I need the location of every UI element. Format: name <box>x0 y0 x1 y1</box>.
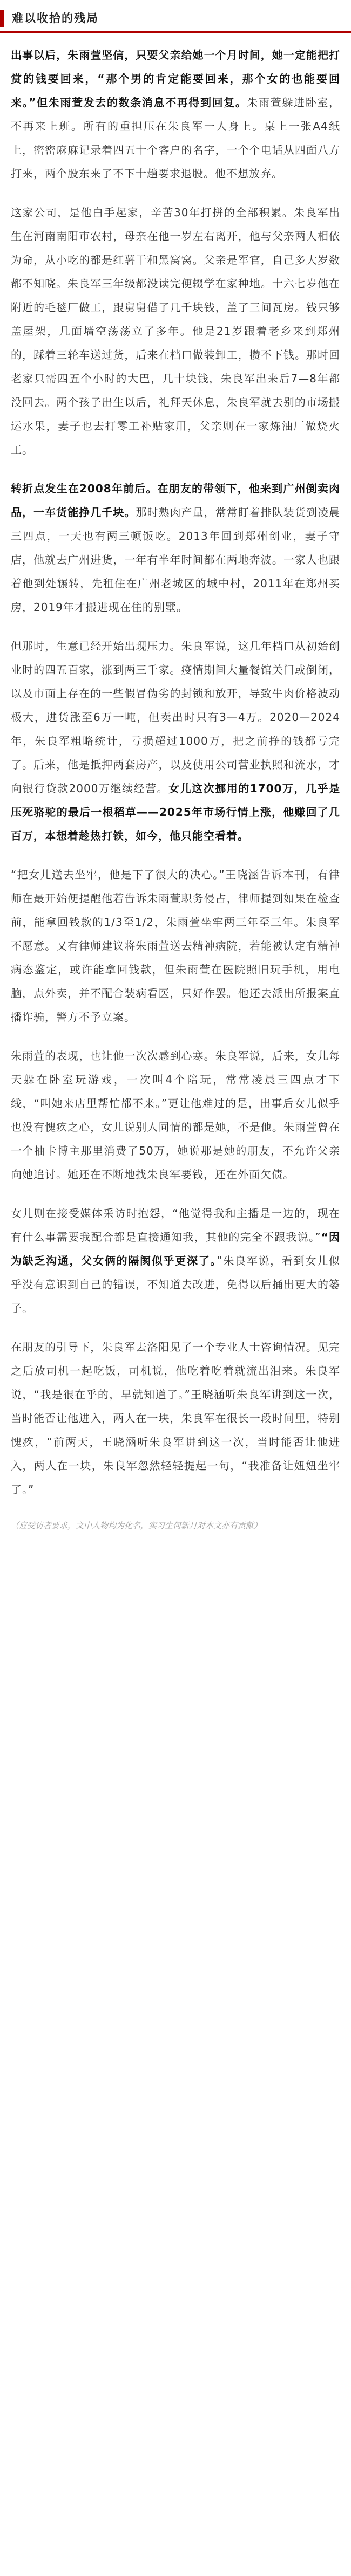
body-paragraph <box>11 201 340 462</box>
article-footnote: （应受访者要求，文中人物均为化名，实习生何新月对本文亦有贡献） <box>11 1521 262 1530</box>
body-paragraph <box>11 43 340 186</box>
paragraph-text: 朱雨萱躲进卧室，不再来上班。所有的重担压在朱良军一人身上。桌上一张A4纸上，密密麻麻记录着四五十个客户的名字，一个个电话从四面八方打来，两个股东来了不下十趟要求退股。他不想放弃。 <box>11 96 340 180</box>
paragraph-text: 女儿则在接受媒体采访时抱怨，“他觉得我和主播是一边的，现在有什么事需要我配合都是直接通知我，其他的完全不跟我说。” <box>11 1207 340 1244</box>
paragraph-text: 这家公司，是他白手起家，辛苦30年打拼的全部积累。朱良军出生在河南南阳市农村，母亲在他一岁左右离开，他与父亲两人相依为命，从小吃的都是红薯干和黑窝窝。父亲是军官，自己多大岁数都不知晓。朱良军三年级都没读完便辍学在家种地。十六七岁他在附近的毛毯厂做工，跟舅舅借了几千块钱，盖了三间瓦房。钱只够盖屋架，几面墙空荡荡立了多年。他是21岁跟着老乡来到郑州的，踩着三轮车送过货，后来在档口做装卸工，攒不下钱。那时回老家只需四五个小时的大巴，几十块钱，朱良军出来后7—8年都没回去。两个孩子出生以后，礼拜天休息，朱良军就去别的市场搬运水果，妻子也去打零工补贴家用，父亲则在一家炼油厂做烧火工。 <box>11 206 340 456</box>
header-divider <box>0 31 351 33</box>
paragraph-text: “把女儿送去坐牢，他是下了很大的决心。”王晓涵告诉本刊，有律师在最开始便提醒他若告诉朱雨萱职务侵占，律师提到如果在检查前，能拿回钱款的1/3至1/2，朱雨萱坐牢两三年至三年。朱良军不愿意。又有律师建议将朱雨萱送去精神病院，若能被认定有精神病态鉴定，或许能拿回钱款，但朱雨萱在医院照旧玩手机，用电脑，点外卖，并不配合装病看医，只好作罢。他还去派出所报案直播诈骗，警方不予立案。 <box>11 868 340 1023</box>
body-paragraph <box>11 1335 340 1501</box>
emphasized-text: 女儿这次挪用的1700万，几乎是压死骆驼的最后一根稻草——2025年市场行情上涨，他赚回了几百万，本想着趁热打铁，如今，他只能空看着。 <box>11 782 340 842</box>
body-paragraph <box>11 477 340 619</box>
paragraph-text: 在朋友的引导下，朱良军去洛阳见了一个专业人士咨询情况。见完之后放司机一起吃饭，司机说，他吃着吃着就流出泪来。朱良军说，“我是很在乎的，早就知道了。”王晓涵听朱良军讲到这一次，当时能否让他进入，两人在一块，朱良军在很长一段时间里，特别愧疚，“前两天，王晓涵听朱良军讲到这一次，当时能否让他进入，两人在一块，朱良军忽然轻轻提起一句，“我准备让妞妞坐牢了。” <box>11 1341 340 1496</box>
article-body <box>0 43 351 1501</box>
emphasized-text: 出事以后，朱雨萱坚信，只要父亲给她一个月时间，她一定能把打赏的钱要回来，“那个男的肯定能要回来，那个女的也能要回来。”但朱雨萱发去的数条消息不再得到回复。 <box>11 49 340 109</box>
header-accent-bar <box>0 10 4 27</box>
section-title: 难以收拾的残局 <box>12 12 99 25</box>
paragraph-text: 但那时，生意已经开始出现压力。朱良军说，这几年档口从初始创业时的四五百家，涨到两三千家。疫情期间大量餐馆关门或倒闭，以及市面上存在的一些假冒伪劣的封锁和放开，导致牛肉价格波动极大，进货涨至6万一吨，但卖出时只有3—4万。2020—2024年，朱良军粗略统计，亏损超过1000万，把之前挣的钱都亏完了。后来，他是抵押两套房产，以及使用公司营业执照和流水，才向银行贷款2000万继续经营。 <box>11 640 340 795</box>
paragraph-text: 朱雨萱的表现，也让他一次次感到心寒。朱良军说，后来，女儿每天躲在卧室玩游戏，一次叫4个陪玩，常常凌晨三四点才下线，“叫她来店里帮忙都不来。”更让他难过的是，出事后女儿似乎也没有愧疚之心，女儿说别人同情的都是她，不是他。朱雨萱曾在一个抽卡博主那里消费了50万，她说那是她的朋友，不允许父亲向她追讨。她还在不断地找朱良军要钱，还在外面欠债。 <box>11 1049 340 1181</box>
body-paragraph <box>11 863 340 1029</box>
body-paragraph <box>11 1201 340 1320</box>
body-paragraph <box>11 1044 340 1186</box>
body-paragraph <box>11 634 340 848</box>
emphasized-text: “因为缺乏沟通，父女俩的隔阂似乎更深了。 <box>11 1231 340 1267</box>
emphasized-text: 转折点发生在2008年前后。在朋友的带领下，他来到广州倒卖肉品，一车货能挣几千块。 <box>11 482 340 519</box>
paragraph-text: 那时熟肉产量，常常盯着排队装货到凌晨三四点，一天也有两三顿饭吃。2013年回到郑州创业，妻子守店，他就去广州进货，一年有半年时间都在两地奔波。一家人也跟着他到处辗转，先租住在广州老城区的城中村，2011年在郑州买房，2019年才搬进现在住的别墅。 <box>11 506 341 614</box>
paragraph-text: ”朱良军说，看到女儿似乎没有意识到自己的错误，不知道去改进，免得以后捅出更大的篓子。 <box>11 1254 340 1315</box>
article-page <box>0 10 351 2576</box>
section-header <box>0 10 351 27</box>
